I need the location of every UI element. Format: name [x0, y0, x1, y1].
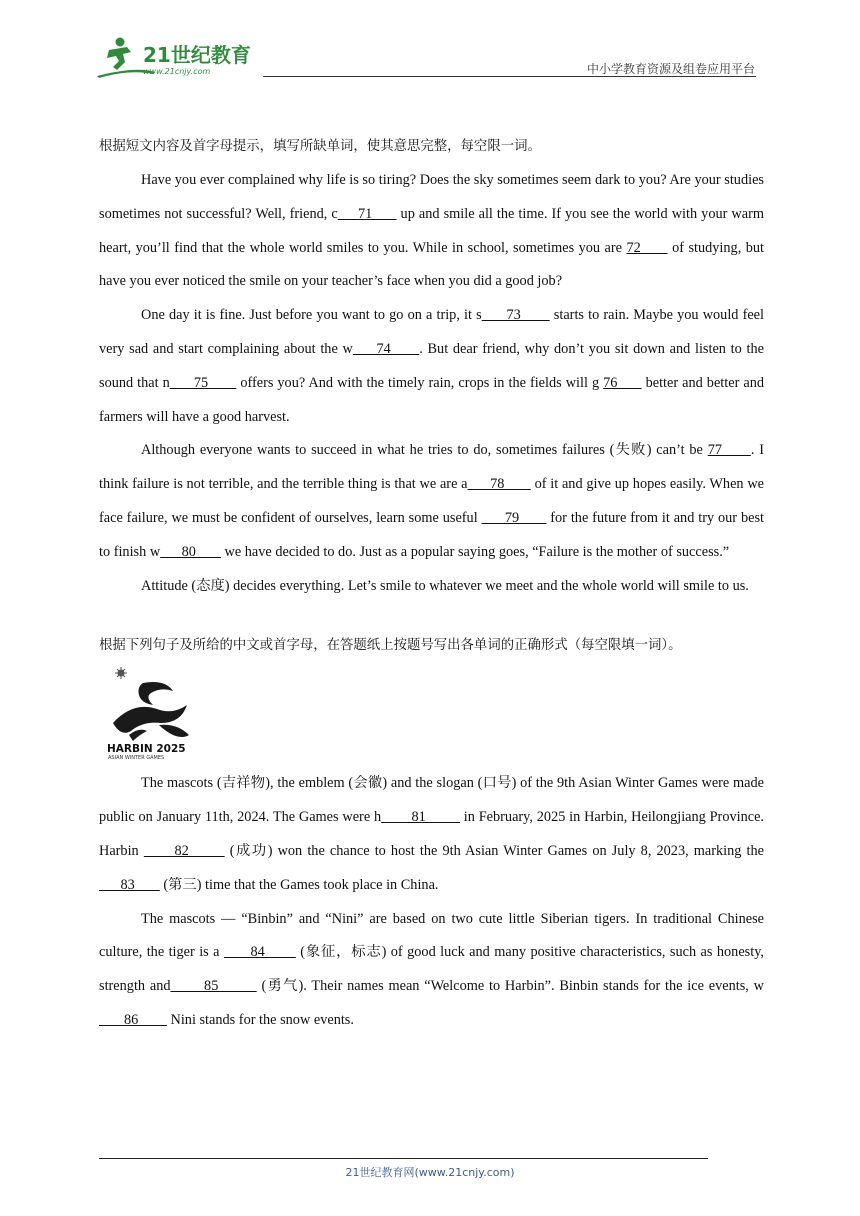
answer-blank[interactable]: 86 [99, 1011, 167, 1028]
answer-blank[interactable]: 77 [707, 442, 751, 459]
logo-text: 21世纪教育 [143, 43, 251, 67]
paragraph [99, 570, 764, 604]
passage-text: of it and give up hopes easily. When we face failure, we must be confident of ourselves, learn some useful [99, 476, 764, 526]
passage-text: we have decided to do. Just as a popular saying goes, “Failure is the mother of success.” [220, 543, 730, 560]
harbin-2025-emblem [103, 665, 199, 761]
passage-text: Nini stands for the snow events. [166, 1011, 354, 1028]
answer-blank[interactable]: 73 [481, 307, 550, 324]
passage-text: (成功) won the chance to host the 9th Asian Winter Games on July 8, 2023, marking the [224, 842, 765, 859]
answer-blank[interactable]: 78 [467, 476, 531, 493]
passage-text: The mascots (吉祥物), the emblem (会徽) and the slogan (口号) of the 9th Asian Winter Games were made public on January 11th, 2024. The Games were h [99, 775, 764, 826]
answer-blank[interactable]: 71 [337, 205, 397, 222]
emblem-subtitle: ASIAN WINTER GAMES [108, 755, 165, 762]
passage-text: starts to rain. Maybe you would feel very sad and start complaining about the w [99, 307, 764, 357]
passage-text: Have you ever complained why life is so tiring? Does the sky sometimes seem dark to you? Are your studies sometimes not successful? Well, friend, c [99, 172, 764, 222]
passage-text: Although everyone wants to succeed in what he tries to do, sometimes failures (失败) can’t be [141, 442, 708, 459]
section1-instruction: 根据短文内容及首字母提示，填写所缺单词，使其意思完整，每空限一词。 [99, 139, 541, 154]
answer-blank[interactable]: 80 [160, 543, 221, 560]
passage-text: (勇气). Their names mean “Welcome to Harbin”. Binbin stands for the ice events, w [256, 978, 764, 995]
passage-text: (第三) time that the Games took place in China. [159, 876, 439, 893]
answer-blank[interactable]: 76 [603, 374, 642, 391]
answer-blank[interactable]: 82 [143, 842, 225, 859]
logo-url: www.21cnjy.com [143, 67, 211, 76]
answer-blank[interactable]: 81 [381, 809, 460, 826]
answer-blank[interactable]: 85 [170, 978, 257, 995]
passage-text: . I think failure is not terrible, and the terrible thing is that we are a [99, 442, 764, 493]
paragraph [99, 434, 764, 569]
section1-passage [99, 164, 764, 603]
passage-text: offers you? And with the timely rain, crops in the fields will g [236, 374, 604, 391]
paragraph [99, 164, 764, 299]
answer-blank[interactable]: 83 [99, 876, 160, 893]
header-divider [263, 76, 756, 77]
site-logo [95, 36, 260, 80]
footer-divider [99, 1158, 708, 1159]
passage-text: better and better and farmers will have a good harvest. [99, 374, 765, 425]
passage-text: up and smile all the time. If you see the world with your warm heart, you’ll find that the whole world smiles to you. While in school, sometimes you are [99, 205, 764, 256]
passage-text: of studying, but have you ever noticed the smile on your teacher’s face when you did a good job? [99, 239, 765, 290]
passage-text: (象征，标志) of good luck and many positive characteristics, such as honesty, strength and [99, 944, 764, 995]
emblem-title: HARBIN 2025 [107, 743, 186, 756]
paragraph [99, 299, 764, 434]
passage-text: The mascots — “Binbin” and “Nini” are based on two cute little Siberian tigers. In traditional Chinese culture, the tiger is a [99, 910, 764, 961]
section-gap [99, 603, 764, 629]
document-body [99, 130, 764, 1038]
header-platform-text: 中小学教育资源及组卷应用平台 [586, 62, 755, 76]
paragraph [99, 767, 764, 902]
passage-text: for the future from it and try our best to finish w [99, 509, 764, 560]
answer-blank[interactable]: 72 [626, 239, 668, 256]
passage-text: in February, 2025 in Harbin, Heilongjiang Province. Harbin [99, 809, 764, 859]
section2-instruction: 根据下列句子及所给的中文或首字母，在答题纸上按题号写出各单词的正确形式（每空限填一词）。 [99, 638, 682, 654]
paragraph [99, 903, 764, 1038]
footer-text: 21世纪教育网(www.21cnjy.com) [345, 1166, 515, 1179]
answer-blank[interactable]: 79 [481, 509, 547, 526]
passage-text: . But dear friend, why don’t you sit down and listen to the sound that n [99, 340, 765, 391]
passage-text: One day it is fine. Just before you want to go on a trip, it s [141, 307, 482, 324]
answer-blank[interactable]: 75 [169, 374, 237, 391]
section2-passage [99, 767, 764, 1037]
answer-blank[interactable]: 74 [352, 340, 420, 357]
page-header [0, 0, 860, 90]
passage-text: Attitude (态度) decides everything. Let’s smile to whatever we meet and the whole world will smile to us. [141, 577, 749, 594]
answer-blank[interactable]: 84 [223, 944, 296, 961]
